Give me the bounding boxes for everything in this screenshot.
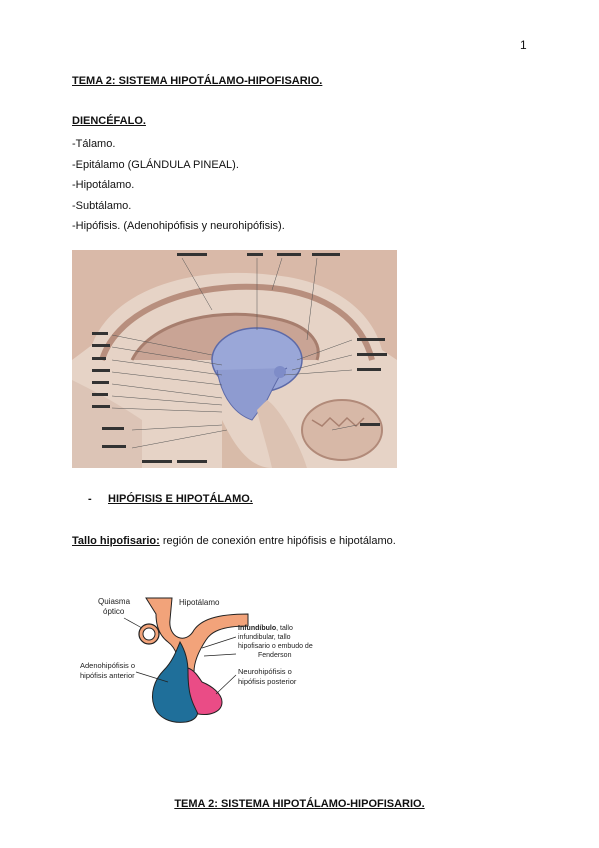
section-heading: DIENCÉFALO. [72,115,146,127]
hypothalamus-label: Hipotálamo [179,598,220,607]
infundibulum-label-bold: Infundíbulo [238,625,277,632]
diencephalon-list [72,134,285,237]
definition-term: Tallo hipofisario: [72,535,160,547]
list-item: -Tálamo. [72,138,116,150]
neurohypophysis-label: Neurohipófisis o [238,667,292,676]
infundibulum-label [238,625,293,632]
definition [72,535,396,547]
infundibulum-label-4: Fenderson [258,652,292,659]
adenohypophysis-label: Adenohipófisis o [80,661,136,670]
document-title: TEMA 2: SISTEMA HIPOTÁLAMO-HIPOFISARIO. [72,75,323,87]
definition-text: región de conexión entre hipófisis e hipotálamo. [159,535,396,547]
list-item: -Epitálamo (GLÁNDULA PINEAL). [72,158,239,171]
adenohypophysis-label: hipófisis anterior [80,671,135,680]
list-item: -Subtálamo. [72,199,132,212]
optic-chiasm-label: Quiasma [98,597,131,606]
pituitary-diagram [76,590,346,730]
page-number: 1 [520,38,527,52]
subsection-heading-text: HIPÓFISIS E HIPOTÁLAMO. [108,493,253,505]
optic-chiasm-label: óptico [103,607,125,616]
neurohypophysis-label: hipófisis posterior [238,677,297,686]
footer-title: TEMA 2: SISTEMA HIPOTÁLAMO-HIPOFISARIO. [174,798,425,810]
list-item: -Hipófisis. (Adenohipófisis y neurohipófisis). [72,220,285,232]
infundibulum-label-1: , tallo [276,625,293,632]
infundibulum-label-3: hipofisario o embudo de [238,643,313,650]
infundibulum-label-2: infundibular, tallo [238,634,291,641]
brain-sagittal-illustration [72,250,397,468]
list-item: -Hipotálamo. [72,179,135,191]
hypothalamus-shape [146,598,248,676]
list-dash: - [88,493,92,505]
subsection-heading [88,493,253,505]
